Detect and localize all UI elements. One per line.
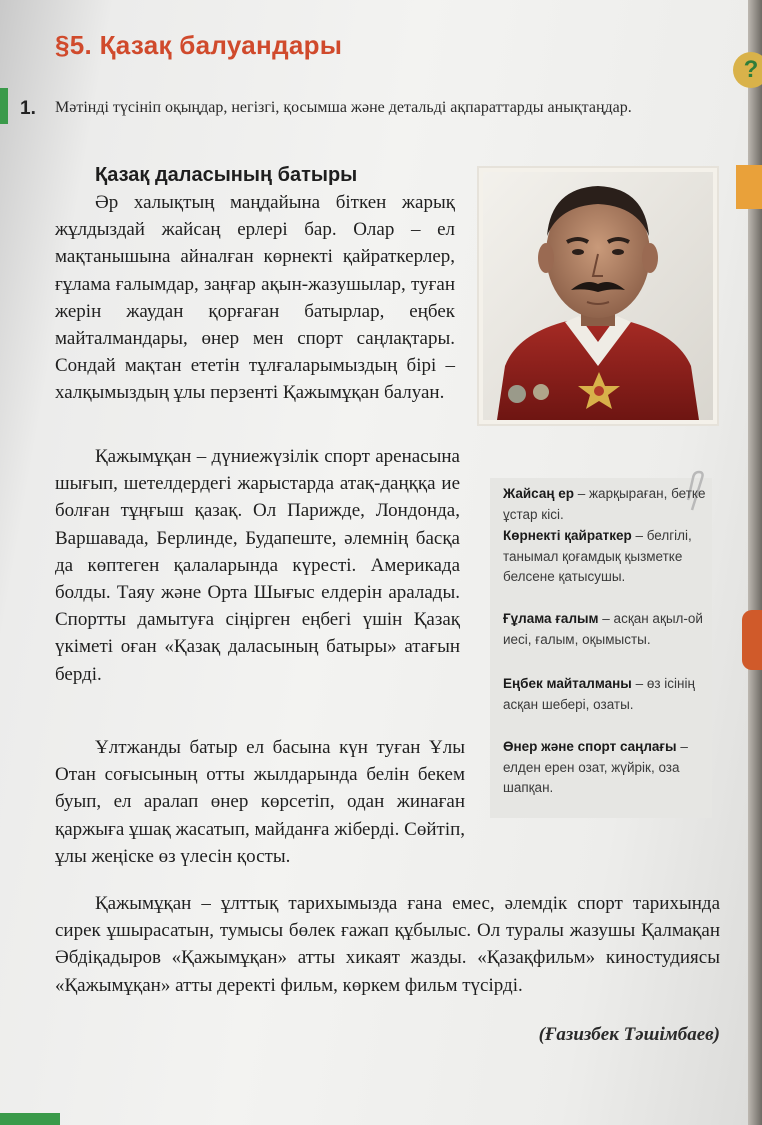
- footer-marker: [0, 1113, 60, 1125]
- glossary-definition: – белгілі, танымал қоғамдық қызметке белсене қатысушы.: [503, 528, 692, 584]
- portrait-image: [477, 166, 719, 426]
- glossary-definition: – өз ісінің асқан шебері, озаты.: [503, 676, 695, 712]
- portrait-illustration: [477, 166, 719, 426]
- story-paragraph-4: Қажымұқан – ұлттық тарихымызда ғана емес, әлемдік спорт тарихында сирек ұшырасатын, тумысы бөлек ғажап құбылыс. Ол туралы жазушы Қалмақан Әбдіқадыров «Қажымұқан» атты хикаят жазды. «Қазақфильм» киностудиясы «Қажымұқан» атты деректі фильм, көркем фильм түсірді.: [55, 893, 720, 996]
- glossary-entry: [503, 484, 713, 525]
- story-title: Қазақ даласының батыры: [95, 164, 358, 186]
- glossary-term: Ғұлама ғалым: [503, 611, 599, 626]
- story-paragraph-2: Қажымұқан – дүниежүзілік спорт аренасына шығып, шетелдердегі жарыстарда атақ-даңққа ие болған тұңғыш қазақ. Ол Парижде, Лондонда, Варшавада, Берлинде, Будапеште, әлемнің басқа да көптеген қалаларында күресті. Америкада болды. Таяу және Орта Шығыс елдерін аралады. Спортты дамытуға сіңірген еңбегі үшін Қазақ үкіметі оған «Қазақ даласының батыры» атағын берді.: [55, 446, 460, 685]
- glossary-term: Өнер және спорт саңлағы: [503, 739, 677, 754]
- glossary-definition: – асқан ақыл-ой иесі, ғалым, оқымысты.: [503, 611, 703, 647]
- glossary-entry: [503, 674, 713, 715]
- task-marker: [0, 88, 8, 124]
- author-credit: (Ғазизбек Тәшімбаев): [538, 1024, 720, 1045]
- task-instruction: Мәтінді түсініп оқыңдар, негізгі, қосымша және детальді ақпараттарды анықтаңдар.: [55, 99, 632, 116]
- section-title: §5. Қазақ балуандары: [55, 30, 343, 60]
- task-number: 1.: [20, 98, 36, 119]
- story-paragraph-3: Ұлтжанды батыр ел басына күн туған Ұлы Отан соғысының отты жылдарында белін бекем буып, ел аралап өнер көрсетіп, одан жинаған қаржыға ұшақ жасатып, майданға жіберді. Сөйтіп, ұлы жеңіске өз үлесін қосты.: [55, 737, 466, 867]
- side-marker: [742, 610, 762, 670]
- glossary-entry: [503, 526, 713, 588]
- glossary-entry: [503, 609, 713, 650]
- glossary-term: Еңбек майталманы: [503, 676, 632, 691]
- question-icon: ?: [733, 52, 762, 88]
- story-paragraph-1: Әр халықтың маңдайына біткен жарық жұлдыздай жайсаң ерлері бар. Олар – ел мақтанышына айналған көрнекті қайраткерлер, ғұлама ғалымдар, заңғар ақын-жазушылар, туған жерін жаудан қорғаған батырлар, еңбек майталмандары, өнер мен спорт саңлақтары. Сондай мақтан ететін тұлғаларымыздың бірі – халқымыздың ұлы перзенті Қажымұқан балуан.: [55, 192, 455, 404]
- glossary-term: Жайсаң ер: [503, 486, 575, 501]
- glossary-definition: – елден ерен озат, жүйрік, оза шапқан.: [503, 739, 688, 795]
- glossary-definition: – жарқыраған, бетке ұстар кісі.: [503, 486, 706, 522]
- glossary-entry: [503, 737, 713, 799]
- glossary-term: Көрнекті қайраткер: [503, 528, 632, 543]
- notes-tab-icon: [736, 165, 762, 209]
